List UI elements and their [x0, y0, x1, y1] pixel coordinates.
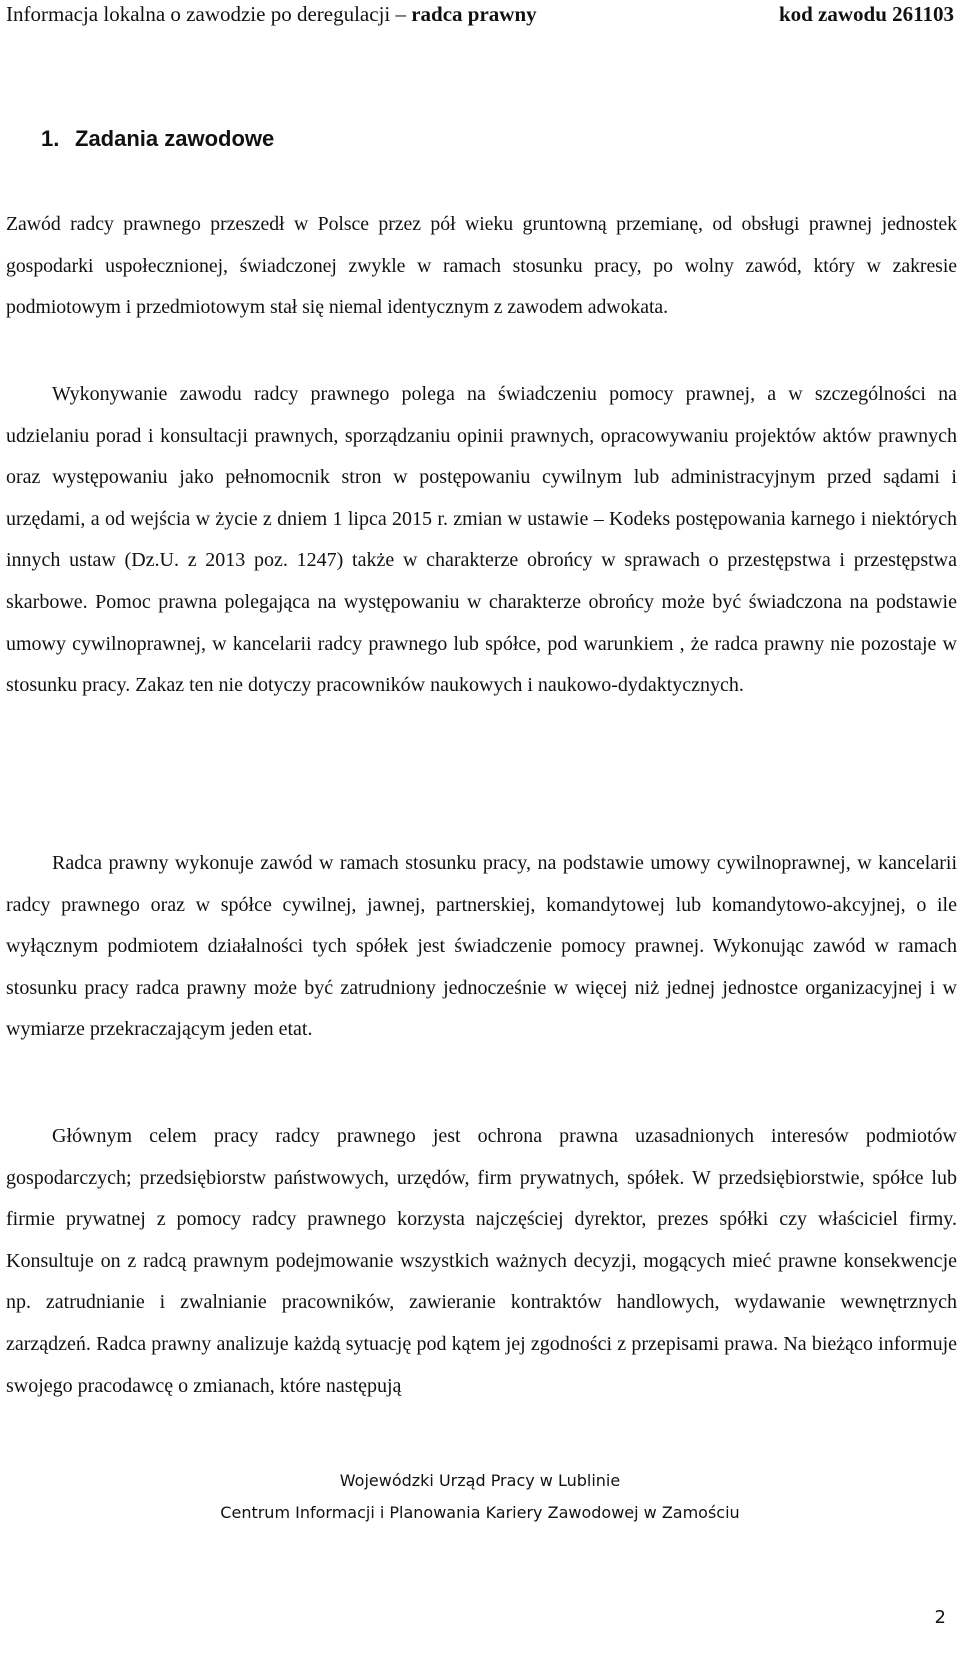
section-title: Zadania zawodowe [75, 126, 275, 151]
page-number: 2 [934, 1607, 946, 1628]
header-title [6, 0, 537, 28]
footer-organization: Wojewódzki Urząd Pracy w Lublinie [339, 1471, 621, 1490]
footer-department: Centrum Informacji i Planowania Kariery Zawodowej w Zamościu [220, 1503, 740, 1522]
paragraph: Zawód radcy prawnego przeszedł w Polsce przez pół wieku gruntowną przemianę, od obsługi prawnej jednostek gospodarki uspołecznionej, świadczonej zwykle w ramach stosunku pracy, po wolny zawód, który w zakresie podmiotowym i przedmiotowym stał się niemal identycznym z zawodem adwokata. [6, 213, 957, 319]
header-title-prefix: Informacja lokalna o zawodzie po deregulacji – [6, 2, 412, 26]
paragraph: Wykonywanie zawodu radcy prawnego polega na świadczeniu pomocy prawnej, a w szczególności na udzielaniu porad i konsultacji prawnych, sporządzaniu opinii prawnych, opracowywaniu projektów aktów prawnych oraz występowaniu jako pełnomocnik stron w postępowaniu cywilnym lub administracyjnym przed sądami i urzędami, a od wejścia w życie z dniem 1 lipca 2015 r. zmian w ustawie – Kodeks postępowania karnego i niektórych innych ustaw (Dz.U. z 2013 poz. 1247) także w charakterze obrońcy w sprawach o przestępstwa i przestępstwa skarbowe. Pomoc prawna polegająca na występowaniu w charakterze obrońcy może być świadczona na podstawie umowy cywilnoprawnej, w kancelarii radcy prawnego lub spółce, pod warunkiem , że radca prawny nie pozostaje w stosunku pracy. Zakaz ten nie dotyczy pracowników naukowych i naukowo-dydaktycznych. [6, 383, 957, 697]
section-heading [41, 126, 274, 152]
paragraph: Radca prawny wykonuje zawód w ramach stosunku pracy, na podstawie umowy cywilnoprawnej, w kancelarii radcy prawnego oraz w spółce cywilnej, jawnej, partnerskiej, komandytowej lub komandytowo-akcyjnej, o ile wyłącznym podmiotem działalności tych spółek jest świadczenie pomocy prawnej. Wykonując zawód w ramach stosunku pracy radca prawny może być zatrudniony jednocześnie w więcej niż jednej jednostce organizacyjnej i w wymiarze przekraczającym jeden etat. [6, 852, 957, 1041]
section-number: 1. [41, 126, 60, 151]
paragraph: Głównym celem pracy radcy prawnego jest ochrona prawna uzasadnionych interesów podmiotów gospodarczych; przedsiębiorstw państwowych, urzędów, firm prywatnych, spółek. W przedsiębiorstwie, spółce lub firmie prywatnej z pomocy radcy prawnego korzysta najczęściej dyrektor, prezes spółki czy właściciel firmy. Konsultuje on z radcą prawnym podejmowanie wszystkich ważnych decyzji, mogących mieć prawne konsekwencje np. zatrudnianie i zwalnianie pracowników, zawieranie kontraktów handlowych, wydawanie wewnętrznych zarządzeń. Radca prawny analizuje każdą sytuację pod kątem jej zgodności z przepisami prawa. Na bieżąco informuje swojego pracodawcę o zmianach, które następują [6, 1125, 957, 1397]
page-header [6, 0, 954, 28]
header-profession: radca prawny [411, 2, 537, 26]
header-profession-code: kod zawodu 261103 [778, 2, 954, 26]
